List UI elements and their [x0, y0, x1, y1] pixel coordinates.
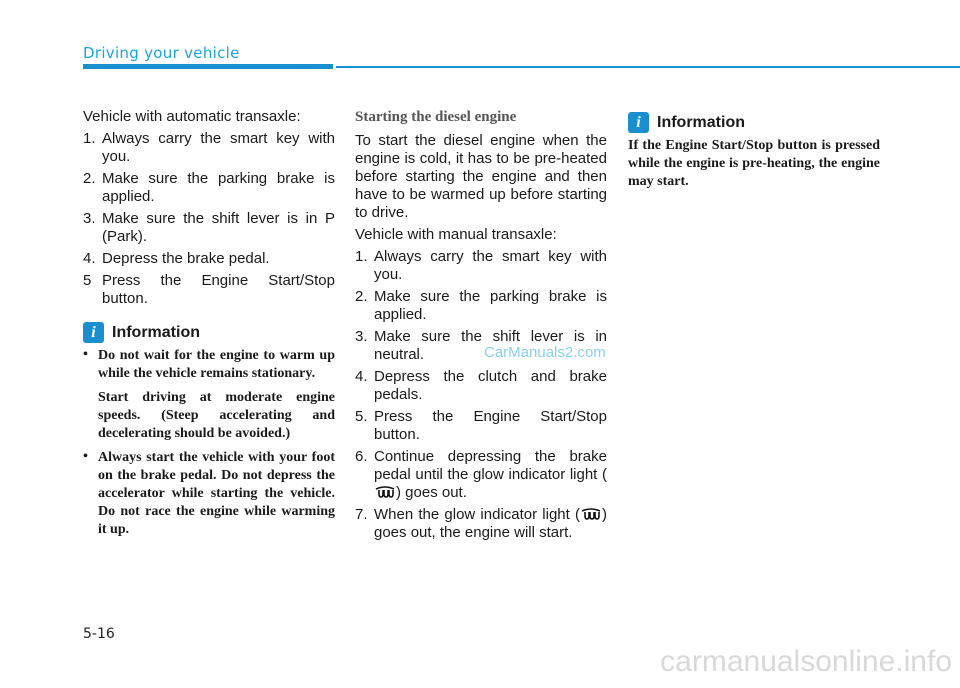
automatic-intro: Vehicle with automatic transaxle: — [83, 108, 301, 125]
list-item: 1. Always carry the smart key with you. — [355, 248, 607, 283]
list-item: 4. Depress the clutch and brake pedals. — [355, 368, 607, 403]
list-item: • Do not wait for the engine to warm up while the vehicle remains stationary. Start driving at moderate engine speeds. (Steep accelerating and decelerating should be avoided.) — [83, 347, 335, 441]
info-title: Information — [112, 323, 200, 341]
page-number: 5-16 — [83, 626, 115, 642]
list-item: 2. Make sure the parking brake is applied. — [355, 288, 607, 323]
info-title: Information — [657, 113, 745, 131]
list-item: 5. Press the Engine Start/Stop button. — [355, 408, 607, 443]
list-item: 1. Always carry the smart key with you. — [83, 130, 335, 165]
info-icon: i — [628, 112, 649, 133]
header-rule-thin — [336, 66, 960, 68]
glow-plug-indicator-icon — [580, 507, 602, 521]
section-title: Driving your vehicle — [83, 44, 240, 62]
info-text: If the Engine Start/Stop button is pressed while the engine is pre-heating, the engine may start. — [628, 138, 880, 189]
manual-intro: Vehicle with manual transaxle: — [355, 226, 557, 243]
list-item: 7. When the glow indicator light ( ) goes out, the engine will start. — [355, 506, 607, 541]
info-header — [83, 322, 335, 343]
header-rule-thick — [83, 64, 333, 69]
list-item: 3. Make sure the shift lever is in neutral. — [355, 328, 607, 363]
overlay-watermark: CarManuals2.com — [484, 344, 606, 361]
list-item: 2. Make sure the parking brake is applied. — [83, 170, 335, 205]
diesel-intro: To start the diesel engine when the engine is cold, it has to be pre-heated before starting the engine and then have to be warmed up before starting to drive. — [355, 132, 607, 221]
info-icon: i — [83, 322, 104, 343]
diesel-heading: Starting the diesel engine — [355, 109, 517, 125]
info-notes — [83, 347, 335, 539]
list-item: 3. Make sure the shift lever is in P (Park). — [83, 210, 335, 245]
footer-watermark: carmanualsonline.info — [660, 645, 952, 678]
middle-column — [355, 108, 607, 546]
list-item: 4. Depress the brake pedal. — [83, 250, 270, 267]
left-column — [83, 108, 335, 545]
right-column — [628, 108, 880, 197]
glow-plug-indicator-icon — [374, 485, 396, 499]
list-item: 6. Continue depressing the brake pedal until the glow indicator light () goes out. — [355, 448, 607, 501]
list-item: • Always start the vehicle with your foot on the brake pedal. Do not depress the accelerator while starting the vehicle. Do not race the engine while warming it up. — [83, 449, 335, 537]
automatic-steps — [83, 130, 335, 308]
info-header — [628, 112, 880, 133]
manual-steps — [355, 248, 607, 542]
list-item: 5 Press the Engine Start/Stop button. — [83, 272, 335, 307]
